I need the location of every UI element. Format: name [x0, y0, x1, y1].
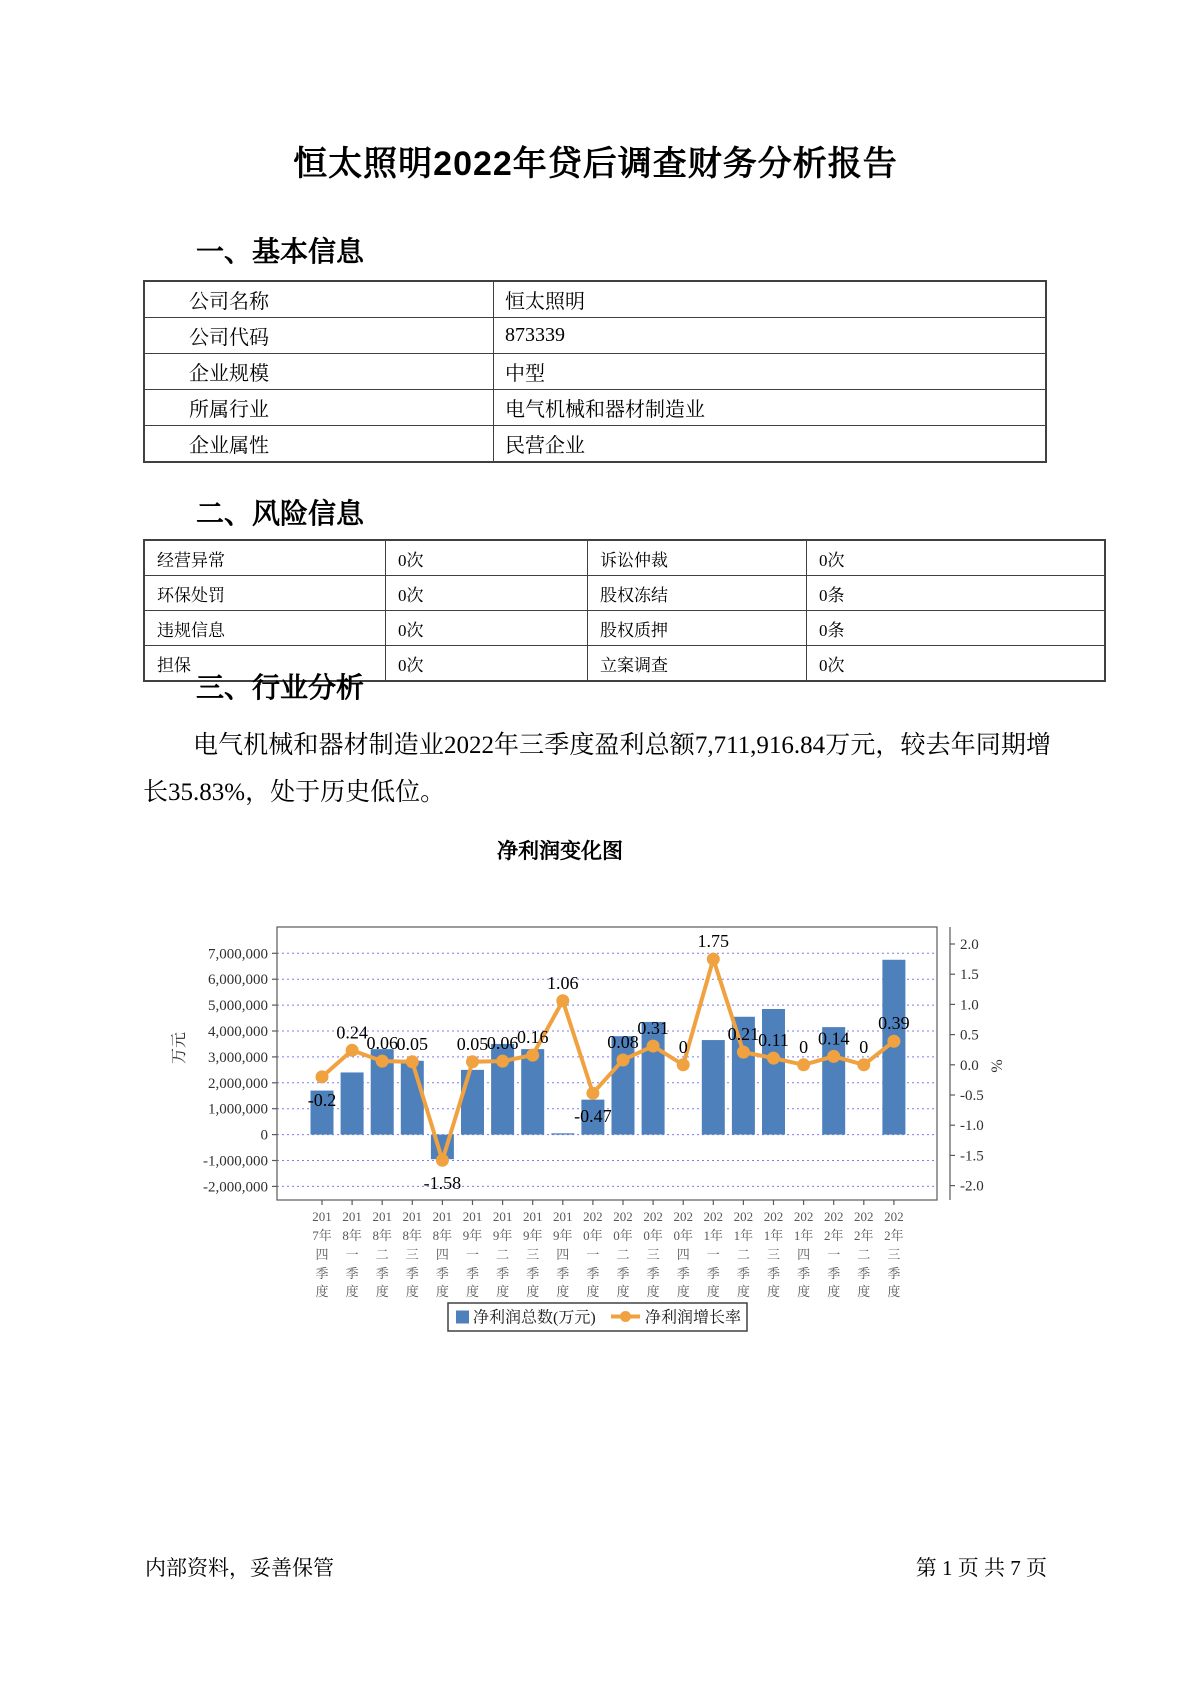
- svg-text:二: 二: [375, 1247, 389, 1262]
- table-cell: 电气机械和器材制造业: [494, 390, 1047, 426]
- table-cell: 民营企业: [494, 426, 1047, 463]
- svg-text:度: 度: [646, 1284, 660, 1299]
- line-marker: [496, 1055, 509, 1068]
- svg-text:7年: 7年: [312, 1228, 332, 1243]
- table-cell: 恒太照明: [494, 281, 1047, 318]
- basic-info-table: [143, 280, 1047, 463]
- svg-text:度: 度: [827, 1284, 841, 1299]
- data-label: 0.08: [607, 1031, 639, 1052]
- table-cell: 0条: [807, 576, 1106, 611]
- svg-text:202: 202: [733, 1209, 754, 1224]
- svg-text:-1.5: -1.5: [960, 1148, 984, 1165]
- svg-text:度: 度: [586, 1284, 600, 1299]
- table-row: [144, 318, 1046, 354]
- svg-text:3,000,000: 3,000,000: [208, 1049, 268, 1066]
- svg-text:季: 季: [375, 1266, 389, 1281]
- heading-basic-info: 一、基本信息: [196, 236, 365, 267]
- svg-text:-0.5: -0.5: [960, 1088, 984, 1104]
- svg-text:0年: 0年: [583, 1228, 603, 1243]
- data-label: 0.24: [336, 1022, 368, 1043]
- data-label: 0: [859, 1036, 869, 1057]
- table-cell: 公司名称: [144, 281, 494, 318]
- svg-text:202: 202: [793, 1209, 814, 1224]
- line-marker: [617, 1053, 630, 1066]
- table-row: [144, 390, 1046, 426]
- heading-industry-analysis: 三、行业分析: [196, 672, 365, 703]
- svg-text:1年: 1年: [763, 1228, 784, 1243]
- svg-text:201: 201: [432, 1209, 453, 1224]
- svg-text:4,000,000: 4,000,000: [208, 1024, 268, 1040]
- svg-text:三: 三: [646, 1247, 660, 1262]
- industry-analysis-paragraph: 电气机械和器材制造业2022年三季度盈利总额7,711,916.84万元，较去年同期增长35.83%，处于历史低位。: [143, 732, 1051, 806]
- svg-text:202: 202: [643, 1209, 663, 1224]
- table-row: [144, 354, 1046, 390]
- svg-text:季: 季: [465, 1266, 480, 1281]
- svg-text:度: 度: [345, 1284, 359, 1299]
- svg-text:一: 一: [345, 1247, 359, 1262]
- line-marker: [526, 1049, 539, 1062]
- line-marker: [767, 1052, 780, 1065]
- svg-text:三: 三: [766, 1247, 781, 1262]
- svg-text:1年: 1年: [703, 1228, 724, 1243]
- svg-text:四: 四: [315, 1247, 329, 1262]
- data-label: 0.16: [516, 1027, 549, 1048]
- svg-text:四: 四: [435, 1247, 449, 1262]
- svg-text:度: 度: [857, 1284, 871, 1299]
- svg-text:季: 季: [797, 1266, 811, 1281]
- svg-text:2,000,000: 2,000,000: [208, 1075, 268, 1092]
- svg-text:0.5: 0.5: [960, 1027, 979, 1044]
- svg-text:季: 季: [736, 1266, 750, 1281]
- heading-risk-info: 二、风险信息: [196, 498, 365, 529]
- svg-text:202: 202: [613, 1209, 633, 1224]
- bar-net-profit: [341, 1072, 364, 1134]
- table-row: [144, 426, 1046, 463]
- bar-net-profit: [401, 1061, 424, 1135]
- svg-text:201: 201: [462, 1209, 483, 1224]
- table-cell: 0次: [386, 576, 588, 611]
- svg-text:度: 度: [616, 1284, 630, 1299]
- table-cell: 0次: [807, 646, 1106, 682]
- right-axis-title: %: [989, 1059, 1006, 1073]
- svg-text:9年: 9年: [492, 1228, 513, 1243]
- legend-line-label: 净利润增长率: [645, 1309, 742, 1327]
- table-cell: 立案调查: [588, 646, 807, 682]
- table-cell: 诉讼仲裁: [588, 540, 807, 576]
- svg-text:201: 201: [553, 1209, 573, 1224]
- svg-text:一: 一: [706, 1247, 720, 1262]
- svg-text:1.0: 1.0: [960, 997, 979, 1014]
- svg-text:度: 度: [766, 1284, 781, 1299]
- line-marker: [647, 1040, 660, 1053]
- svg-text:202: 202: [703, 1209, 724, 1224]
- line-marker: [827, 1050, 840, 1063]
- footer-note: 内部资料，妥善保管: [145, 1556, 334, 1580]
- table-cell: 0次: [386, 540, 588, 576]
- data-label: -0.2: [307, 1089, 337, 1110]
- table-row: [144, 281, 1046, 318]
- line-marker: [376, 1055, 389, 1068]
- svg-text:201: 201: [492, 1209, 513, 1224]
- data-label: 0.31: [637, 1018, 669, 1039]
- line-marker: [586, 1087, 599, 1100]
- table-row: [144, 576, 1105, 611]
- table-cell: 公司代码: [144, 318, 494, 354]
- svg-text:二: 二: [616, 1247, 630, 1262]
- svg-text:2年: 2年: [884, 1228, 904, 1243]
- svg-text:-1.0: -1.0: [960, 1118, 984, 1135]
- svg-text:度: 度: [526, 1284, 540, 1299]
- svg-text:2.0: 2.0: [960, 937, 979, 953]
- svg-text:季: 季: [646, 1266, 660, 1281]
- svg-text:三: 三: [887, 1247, 901, 1262]
- table-cell: 担保: [144, 646, 386, 682]
- svg-text:四: 四: [556, 1247, 570, 1262]
- data-label: 0.11: [758, 1030, 789, 1051]
- svg-text:三: 三: [405, 1247, 419, 1262]
- svg-text:二: 二: [736, 1247, 750, 1262]
- bar-net-profit: [551, 1133, 574, 1134]
- chart-title: 净利润变化图: [497, 839, 623, 863]
- svg-text:度: 度: [706, 1284, 720, 1299]
- svg-text:度: 度: [887, 1284, 901, 1299]
- data-label: 1.06: [547, 972, 579, 993]
- svg-text:-1,000,000: -1,000,000: [203, 1153, 268, 1170]
- svg-text:9年: 9年: [553, 1228, 573, 1243]
- svg-text:季: 季: [827, 1266, 841, 1281]
- line-marker: [887, 1035, 900, 1048]
- line-marker: [737, 1046, 750, 1059]
- svg-text:8年: 8年: [342, 1228, 362, 1243]
- line-marker: [677, 1058, 690, 1071]
- svg-text:度: 度: [736, 1284, 750, 1299]
- table-cell: 违规信息: [144, 611, 386, 646]
- data-label: 0.05: [456, 1033, 489, 1054]
- svg-text:季: 季: [526, 1266, 540, 1281]
- svg-text:1.5: 1.5: [960, 967, 979, 984]
- line-marker: [797, 1058, 810, 1071]
- svg-text:三: 三: [526, 1247, 540, 1262]
- data-label: 0.06: [486, 1033, 519, 1054]
- svg-text:一: 一: [827, 1247, 841, 1262]
- svg-text:一: 一: [465, 1247, 480, 1262]
- svg-text:9年: 9年: [462, 1228, 483, 1243]
- line-marker: [707, 953, 720, 966]
- table-cell: 0次: [807, 540, 1106, 576]
- svg-text:季: 季: [586, 1266, 600, 1281]
- line-marker: [857, 1058, 870, 1071]
- table-cell: 873339: [494, 318, 1047, 354]
- svg-text:季: 季: [676, 1266, 690, 1281]
- table-cell: 所属行业: [144, 390, 494, 426]
- line-marker: [406, 1055, 419, 1068]
- svg-text:201: 201: [372, 1209, 392, 1224]
- svg-text:202: 202: [854, 1209, 874, 1224]
- line-marker: [436, 1154, 449, 1167]
- svg-text:0.0: 0.0: [960, 1057, 979, 1074]
- svg-text:9年: 9年: [522, 1228, 543, 1243]
- line-marker: [556, 994, 569, 1007]
- svg-text:度: 度: [676, 1284, 690, 1299]
- data-label: 0.21: [727, 1024, 760, 1045]
- svg-text:四: 四: [676, 1247, 690, 1262]
- bar-net-profit: [762, 1009, 785, 1135]
- svg-text:0年: 0年: [613, 1228, 633, 1243]
- svg-text:8年: 8年: [402, 1228, 423, 1243]
- svg-text:季: 季: [556, 1266, 570, 1281]
- svg-text:201: 201: [402, 1209, 423, 1224]
- footer-page-number: 第 1 页 共 7 页: [915, 1556, 1047, 1580]
- svg-text:1年: 1年: [793, 1228, 814, 1243]
- table-cell: 0次: [386, 611, 588, 646]
- table-cell: 0次: [386, 646, 588, 682]
- svg-text:二: 二: [857, 1247, 871, 1262]
- table-cell: 经营异常: [144, 540, 386, 576]
- svg-text:8年: 8年: [432, 1228, 453, 1243]
- legend-bar-label: 净利润总数(万元): [473, 1309, 596, 1327]
- svg-text:202: 202: [763, 1209, 784, 1224]
- svg-text:0年: 0年: [673, 1228, 693, 1243]
- svg-text:5,000,000: 5,000,000: [208, 998, 268, 1015]
- table-cell: 0条: [807, 611, 1106, 646]
- svg-text:季: 季: [616, 1266, 630, 1281]
- table-row: [144, 611, 1105, 646]
- svg-text:2年: 2年: [854, 1228, 874, 1243]
- svg-text:季: 季: [706, 1266, 720, 1281]
- svg-text:202: 202: [673, 1209, 693, 1224]
- svg-text:-2.0: -2.0: [960, 1178, 984, 1195]
- risk-info-table: [143, 539, 1106, 682]
- svg-text:一: 一: [586, 1247, 600, 1262]
- svg-text:0: 0: [260, 1127, 268, 1144]
- svg-text:度: 度: [435, 1284, 449, 1299]
- data-label: 1.75: [697, 931, 730, 952]
- data-label: 0.14: [817, 1028, 850, 1049]
- bar-net-profit: [521, 1049, 544, 1134]
- svg-text:202: 202: [884, 1209, 904, 1224]
- data-label: 0: [678, 1036, 688, 1057]
- document-title: 恒太照明2022年贷后调查财务分析报告: [293, 145, 898, 183]
- bar-net-profit: [461, 1070, 484, 1135]
- net-profit-change-chart: [0, 818, 1191, 1353]
- svg-text:季: 季: [345, 1266, 359, 1281]
- svg-text:度: 度: [465, 1284, 480, 1299]
- svg-text:季: 季: [887, 1266, 901, 1281]
- table-cell: 环保处罚: [144, 576, 386, 611]
- svg-text:1年: 1年: [733, 1228, 754, 1243]
- svg-text:201: 201: [522, 1209, 543, 1224]
- svg-text:-2,000,000: -2,000,000: [203, 1179, 268, 1196]
- svg-text:二: 二: [496, 1247, 510, 1262]
- svg-text:度: 度: [797, 1284, 811, 1299]
- bar-net-profit: [642, 1022, 665, 1135]
- svg-text:度: 度: [405, 1284, 419, 1299]
- svg-text:季: 季: [766, 1266, 781, 1281]
- table-cell: 企业属性: [144, 426, 494, 463]
- svg-text:1,000,000: 1,000,000: [208, 1101, 268, 1118]
- line-marker: [346, 1044, 359, 1057]
- line-marker: [466, 1055, 479, 1068]
- svg-text:6,000,000: 6,000,000: [208, 972, 268, 989]
- svg-text:季: 季: [405, 1266, 419, 1281]
- data-label: -1.58: [423, 1173, 462, 1194]
- svg-text:度: 度: [375, 1284, 389, 1299]
- svg-text:0年: 0年: [643, 1228, 663, 1243]
- data-label: 0: [799, 1036, 809, 1057]
- data-label: 0.39: [878, 1013, 910, 1034]
- data-label: 0.06: [366, 1033, 398, 1054]
- svg-text:季: 季: [857, 1266, 871, 1281]
- left-axis-title: 万元: [171, 1031, 188, 1065]
- svg-text:201: 201: [342, 1209, 362, 1224]
- svg-text:202: 202: [583, 1209, 603, 1224]
- svg-text:季: 季: [496, 1266, 510, 1281]
- svg-text:202: 202: [823, 1209, 844, 1224]
- svg-text:8年: 8年: [372, 1228, 392, 1243]
- svg-text:季: 季: [315, 1266, 329, 1281]
- svg-text:度: 度: [315, 1284, 329, 1299]
- svg-text:度: 度: [556, 1284, 570, 1299]
- svg-text:季: 季: [435, 1266, 449, 1281]
- svg-text:四: 四: [797, 1247, 811, 1262]
- table-cell: 中型: [494, 354, 1047, 390]
- data-label: 0.05: [396, 1033, 429, 1054]
- line-marker: [316, 1070, 329, 1083]
- svg-text:2年: 2年: [823, 1228, 844, 1243]
- table-cell: 股权质押: [588, 611, 807, 646]
- table-cell: 企业规模: [144, 354, 494, 390]
- legend-bar-swatch: [456, 1311, 469, 1324]
- bar-net-profit: [702, 1040, 725, 1135]
- svg-text:度: 度: [496, 1284, 510, 1299]
- svg-text:7,000,000: 7,000,000: [208, 946, 268, 963]
- table-row: [144, 540, 1105, 576]
- data-label: -0.47: [574, 1106, 612, 1127]
- table-cell: 股权冻结: [588, 576, 807, 611]
- svg-text:201: 201: [312, 1209, 332, 1224]
